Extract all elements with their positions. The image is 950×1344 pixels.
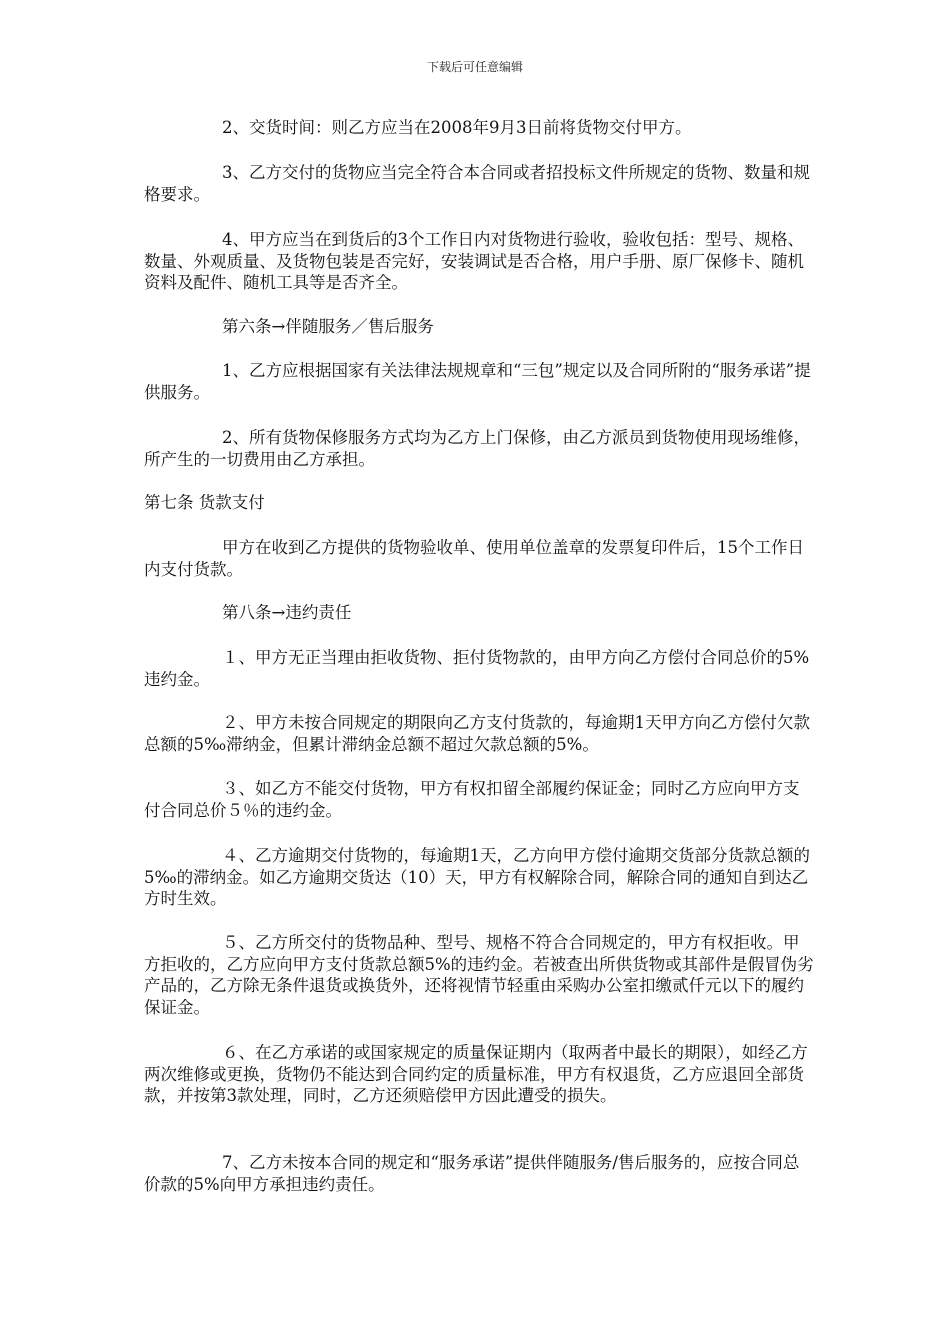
article-8-item-2: ２、甲方未按合同规定的期限向乙方支付货款的，每逾期1天甲方向乙方偿付欠款总额的5‰滞纳金，但累计滞纳金总额不超过欠款总额的5%。 [144,713,810,754]
article-8-item-5: ５、乙方所交付的货物品种、型号、规格不符合合同规定的，甲方有权拒收。甲方拒收的，乙方应向甲方支付货款总额5%的违约金。若被查出所供货物或其部件是假冒伪劣产品的，乙方除无条件退货或换货外，还将视情节轻重由采购办公室扣缴贰仟元以下的履约保证金。 [144,933,814,1017]
article-8-item-6: ６、在乙方承诺的或国家规定的质量保证期内（取两者中最长的期限），如经乙方两次维修或更换，货物仍不能达到合同约定的质量标准，甲方有权退货，乙方应退回全部货款，并按第3款处理，同时，乙方还须赔偿甲方因此遭受的损失。 [144,1043,808,1105]
clause-acceptance-inspection: 4、甲方应当在到货后的3个工作日内对货物进行验收，验收包括：型号、规格、数量、外观质量、及货物包装是否完好，安装调试是否合格，用户手册、原厂保修卡、随机资料及配件、随机工具等是否齐全。 [144,230,804,292]
article-8-heading: 第八条→违约责任 [222,603,352,622]
article-6-item-1: 1、乙方应根据国家有关法律法规规章和“三包”规定以及合同所附的“服务承诺”提供服务。 [144,361,811,402]
article-7-heading: 第七条 货款支付 [144,493,265,512]
article-6-item-2: 2、所有货物保修服务方式均为乙方上门保修，由乙方派员到货物使用现场维修，所产生的一切费用由乙方承担。 [144,428,810,469]
article-8-item-1: １、甲方无正当理由拒收货物、拒付货物款的，由甲方向乙方偿付合同总价的5%违约金。 [144,648,810,689]
page-header-note: 下载后可任意编辑 [426,60,523,74]
clause-delivery-time: 2、交货时间：则乙方应当在2008年9月3日前将货物交付甲方。 [222,118,692,137]
article-8-item-4: ４、乙方逾期交付货物的，每逾期1天，乙方向甲方偿付逾期交货部分货款总额的5‰的滞纳金。如乙方逾期交货达（10）天，甲方有权解除合同，解除合同的通知自到达乙方时生效。 [144,846,810,908]
article-8-item-7: 7、乙方未按本合同的规定和“服务承诺”提供伴随服务/售后服务的，应按合同总价款的5%向甲方承担违约责任。 [144,1153,800,1194]
article-6-heading: 第六条→伴随服务／售后服务 [222,317,434,336]
article-8-item-3: ３、如乙方不能交付货物，甲方有权扣留全部履约保证金；同时乙方应向甲方支付合同总价５％的违约金。 [144,779,800,820]
article-7-payment: 甲方在收到乙方提供的货物验收单、使用单位盖章的发票复印件后，15个工作日内支付货款。 [144,538,804,579]
clause-goods-conformity: 3、乙方交付的货物应当完全符合本合同或者招投标文件所规定的货物、数量和规格要求。 [144,163,810,204]
